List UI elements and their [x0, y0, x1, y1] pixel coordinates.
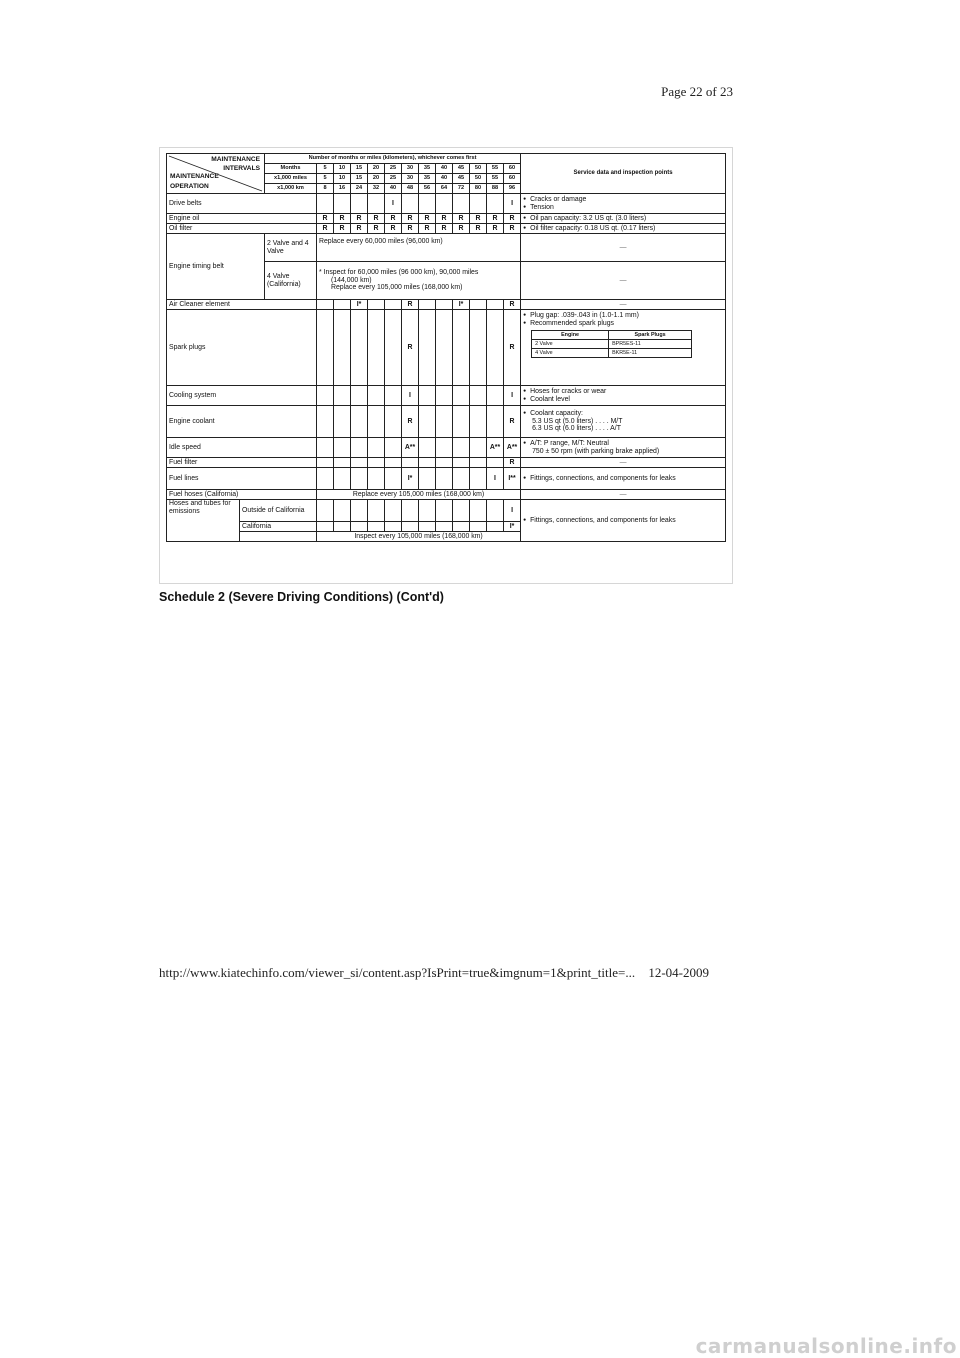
- operation-air-cleaner: Air Cleaner element: [167, 300, 317, 310]
- interval-cell: [419, 522, 436, 532]
- service-note: ● Hoses for cracks or wear: [523, 388, 723, 396]
- interval-value: 40: [436, 174, 453, 184]
- interval-cell: R: [453, 214, 470, 224]
- coolant-line: 6.3 US qt (6.0 liters) . . . . A/T: [532, 425, 621, 433]
- interval-value: 72: [453, 184, 470, 194]
- interval-cell: R: [487, 224, 504, 234]
- interval-value: 32: [368, 184, 385, 194]
- interval-cell: [334, 386, 351, 406]
- interval-cell: [317, 300, 334, 310]
- interval-cell: R: [402, 300, 419, 310]
- interval-value: 40: [385, 184, 402, 194]
- interval-cell: R: [504, 224, 521, 234]
- interval-cell: [402, 522, 419, 532]
- emission-sub-outside-ca: Outside of California: [240, 500, 317, 522]
- interval-cell: [317, 386, 334, 406]
- service-note-cell: [521, 310, 726, 386]
- interval-cell: [419, 386, 436, 406]
- interval-value: 30: [402, 174, 419, 184]
- interval-cell: [385, 500, 402, 522]
- interval-cell: [436, 386, 453, 406]
- interval-cell: R: [334, 224, 351, 234]
- interval-cell: [317, 458, 334, 468]
- interval-value: 8: [317, 184, 334, 194]
- interval-cell: [385, 310, 402, 386]
- interval-cell: [351, 386, 368, 406]
- interval-cell: [487, 500, 504, 522]
- interval-cell: [368, 500, 385, 522]
- interval-value: 45: [453, 164, 470, 174]
- interval-cell: [436, 310, 453, 386]
- service-note: ● Coolant capacity:: [523, 410, 723, 418]
- service-note: ● Oil pan capacity: 3.2 US qt. (3.0 liters): [523, 215, 723, 223]
- interval-cell: R: [470, 224, 487, 234]
- interval-value: 60: [504, 174, 521, 184]
- interval-cell: [334, 500, 351, 522]
- corner-label-maintenance: MAINTENANCE: [211, 156, 260, 163]
- interval-cell: [368, 310, 385, 386]
- service-note: ● Cracks or damage: [523, 196, 723, 204]
- interval-cell: I: [504, 500, 521, 522]
- schedule-caption: Schedule 2 (Severe Driving Conditions) (Cont'd): [159, 590, 444, 604]
- interval-cell: R: [419, 214, 436, 224]
- service-note: ● Coolant level: [523, 396, 723, 404]
- interval-value: 96: [504, 184, 521, 194]
- interval-cell: R: [504, 214, 521, 224]
- interval-cell: [385, 300, 402, 310]
- interval-cell: [470, 386, 487, 406]
- interval-value: 40: [436, 164, 453, 174]
- interval-cell: [368, 458, 385, 468]
- interval-value: 48: [402, 184, 419, 194]
- service-note: ● A/T: P range, M/T: Neutral: [523, 440, 723, 448]
- interval-cell: [368, 468, 385, 490]
- interval-cell: [368, 522, 385, 532]
- corner-label-maintenance-2: MAINTENANCE: [170, 173, 219, 181]
- interval-value: 5: [317, 174, 334, 184]
- interval-cell: [487, 300, 504, 310]
- interval-cell: R: [402, 406, 419, 438]
- interval-cell: [334, 194, 351, 214]
- interval-value: 50: [470, 164, 487, 174]
- interval-cell: [334, 522, 351, 532]
- interval-cell: R: [402, 310, 419, 386]
- maintenance-schedule-image: [159, 147, 733, 584]
- interval-cell: [351, 500, 368, 522]
- interval-cell: [317, 310, 334, 386]
- interval-cell: A**: [487, 438, 504, 458]
- interval-cell: [419, 468, 436, 490]
- interval-cell: [470, 522, 487, 532]
- service-note-cell: [521, 468, 726, 490]
- interval-cell: A**: [504, 438, 521, 458]
- interval-cell: R: [368, 224, 385, 234]
- interval-cell: [402, 500, 419, 522]
- interval-cell: [385, 458, 402, 468]
- page-number: Page 22 of 23: [661, 84, 733, 99]
- interval-value: 25: [385, 174, 402, 184]
- maintenance-schedule-table: [166, 153, 726, 542]
- interval-cell: [351, 522, 368, 532]
- interval-cell: [334, 300, 351, 310]
- emission-inspect: Inspect every 105,000 miles (168,000 km): [317, 532, 521, 542]
- interval-cell: R: [504, 458, 521, 468]
- interval-row-label: x1,000 km: [265, 184, 317, 194]
- interval-value: 55: [487, 174, 504, 184]
- spark-plug-table: [531, 330, 692, 358]
- interval-cell: [351, 458, 368, 468]
- interval-cell: A**: [402, 438, 419, 458]
- table-corner-header: [167, 154, 265, 194]
- interval-cell: [317, 406, 334, 438]
- operation-drive-belts: Drive belts: [167, 194, 317, 214]
- interval-cell: [419, 310, 436, 386]
- interval-heading: Number of months or miles (kilometers), whichever comes first: [265, 154, 521, 164]
- interval-cell: [368, 194, 385, 214]
- interval-cell: R: [436, 214, 453, 224]
- service-note-cell: [521, 194, 726, 214]
- interval-cell: R: [419, 224, 436, 234]
- interval-row-label: x1,000 miles: [265, 174, 317, 184]
- interval-cell: [470, 458, 487, 468]
- interval-cell: R: [453, 224, 470, 234]
- interval-cell: [368, 438, 385, 458]
- interval-cell: R: [436, 224, 453, 234]
- table-row: [167, 300, 726, 310]
- service-note-cell: [521, 500, 726, 542]
- service-note-cell: [521, 214, 726, 224]
- interval-cell: I*: [504, 522, 521, 532]
- interval-cell: [368, 406, 385, 438]
- interval-cell: [419, 406, 436, 438]
- interval-cell: I*: [453, 300, 470, 310]
- table-row: [167, 224, 726, 234]
- interval-value: 55: [487, 164, 504, 174]
- interval-cell: [470, 406, 487, 438]
- interval-cell: [453, 386, 470, 406]
- interval-value: 64: [436, 184, 453, 194]
- interval-value: 60: [504, 164, 521, 174]
- interval-cell: R: [402, 214, 419, 224]
- interval-value: 35: [419, 164, 436, 174]
- interval-cell: [351, 194, 368, 214]
- operation-oil-filter: Oil filter: [167, 224, 317, 234]
- operation-cooling-system: Cooling system: [167, 386, 317, 406]
- plug-table-engine: 2 Valve: [532, 339, 609, 348]
- service-note: ● Fittings, connections, and components for leaks: [523, 475, 723, 483]
- interval-cell: [385, 468, 402, 490]
- interval-cell: R: [351, 214, 368, 224]
- service-note: ● Fittings, connections, and components for leaks: [523, 517, 723, 525]
- timing-belt-sub-1: 2 Valve and 4 Valve: [265, 234, 317, 262]
- interval-row-label: Months: [265, 164, 317, 174]
- interval-cell: [470, 468, 487, 490]
- timing-belt-inspect-line: (144,000 km): [331, 276, 372, 284]
- interval-cell: [453, 522, 470, 532]
- interval-cell: [487, 522, 504, 532]
- timing-belt-inspect-line: * Inspect for 60,000 miles (96 000 km), 90,000 miles: [319, 268, 479, 276]
- interval-cell: [436, 468, 453, 490]
- interval-cell: [334, 406, 351, 438]
- interval-cell: [453, 438, 470, 458]
- interval-cell: [351, 438, 368, 458]
- service-note-cell: [521, 406, 726, 438]
- interval-cell: [351, 406, 368, 438]
- interval-cell: [487, 386, 504, 406]
- interval-cell: [487, 194, 504, 214]
- interval-value: 56: [419, 184, 436, 194]
- coolant-line: 5.3 US qt (5.0 liters) . . . . M/T: [532, 417, 623, 425]
- table-cell: [240, 532, 317, 542]
- table-row: [167, 490, 726, 500]
- operation-fuel-filter: Fuel filter: [167, 458, 317, 468]
- interval-cell: [487, 406, 504, 438]
- table-row: [167, 194, 726, 214]
- interval-value: 80: [470, 184, 487, 194]
- interval-value: 5: [317, 164, 334, 174]
- service-note-cell: [521, 438, 726, 458]
- interval-cell: [470, 310, 487, 386]
- operation-idle-speed: Idle speed: [167, 438, 317, 458]
- table-row: [167, 214, 726, 224]
- interval-cell: [334, 310, 351, 386]
- interval-value: 24: [351, 184, 368, 194]
- interval-value: 15: [351, 164, 368, 174]
- interval-cell: R: [351, 224, 368, 234]
- interval-cell: [402, 194, 419, 214]
- interval-cell: [453, 406, 470, 438]
- service-note-cell: [521, 386, 726, 406]
- dash: —: [521, 234, 726, 262]
- table-row: [167, 458, 726, 468]
- interval-cell: [317, 438, 334, 458]
- interval-cell: [436, 522, 453, 532]
- interval-cell: R: [504, 310, 521, 386]
- operation-emission-hoses: Hoses and tubes for emissions: [167, 500, 240, 542]
- interval-cell: R: [504, 406, 521, 438]
- interval-cell: [419, 500, 436, 522]
- service-note-cell: [521, 224, 726, 234]
- interval-cell: I: [504, 194, 521, 214]
- interval-value: 45: [453, 174, 470, 184]
- interval-cell: R: [402, 224, 419, 234]
- interval-cell: R: [385, 214, 402, 224]
- service-note: ● Tension: [523, 204, 723, 212]
- interval-cell: [453, 458, 470, 468]
- site-watermark: carmanualsonline.info: [695, 1334, 957, 1358]
- interval-value: 30: [402, 164, 419, 174]
- interval-cell: I*: [351, 300, 368, 310]
- interval-value: 16: [334, 184, 351, 194]
- interval-value: 88: [487, 184, 504, 194]
- interval-cell: [453, 310, 470, 386]
- footer-date: 12-04-2009: [648, 965, 709, 980]
- interval-cell: [470, 438, 487, 458]
- interval-cell: [436, 406, 453, 438]
- plug-table-head: Spark Plugs: [609, 330, 692, 339]
- table-row: [167, 234, 726, 262]
- interval-cell: R: [385, 224, 402, 234]
- dash: —: [521, 262, 726, 300]
- service-note: ● Plug gap: .039-.043 in (1.0-1.1 mm): [523, 312, 723, 320]
- interval-cell: [334, 438, 351, 458]
- interval-value: 50: [470, 174, 487, 184]
- table-row: [167, 406, 726, 438]
- interval-value: 20: [368, 174, 385, 184]
- interval-cell: [334, 468, 351, 490]
- interval-cell: [453, 468, 470, 490]
- timing-belt-inspect: [317, 262, 521, 300]
- operation-fuel-hoses-ca: Fuel hoses (California): [167, 490, 317, 500]
- footer-url: http://www.kiatechinfo.com/viewer_si/content.asp?IsPrint=true&imgnum=1&print_title=...: [159, 965, 636, 980]
- plug-table-plug: BPR5ES-11: [609, 339, 692, 348]
- interval-cell: [436, 438, 453, 458]
- emission-sub-ca: California: [240, 522, 317, 532]
- page-footer: [159, 965, 709, 981]
- interval-cell: I: [504, 386, 521, 406]
- interval-cell: I: [402, 386, 419, 406]
- interval-cell: [317, 522, 334, 532]
- interval-value: 20: [368, 164, 385, 174]
- operation-engine-coolant: Engine coolant: [167, 406, 317, 438]
- corner-label-operation: OPERATION: [170, 183, 209, 191]
- service-note: ● Recommended spark plugs: [523, 320, 723, 328]
- interval-cell: [453, 500, 470, 522]
- plug-table-head: Engine: [532, 330, 609, 339]
- service-note: ● Oil filter capacity: 0.18 US qt. (0.17 liters): [523, 225, 723, 233]
- interval-cell: [419, 194, 436, 214]
- table-row: [167, 468, 726, 490]
- interval-cell: R: [368, 214, 385, 224]
- operation-engine-oil: Engine oil: [167, 214, 317, 224]
- interval-cell: [385, 522, 402, 532]
- interval-cell: I*: [402, 468, 419, 490]
- idle-line: 750 ± 50 rpm (with parking brake applied): [532, 447, 660, 455]
- table-row: [167, 438, 726, 458]
- timing-belt-sub-2: 4 Valve (California): [265, 262, 317, 300]
- operation-spark-plugs: Spark plugs: [167, 310, 317, 386]
- interval-cell: [436, 300, 453, 310]
- interval-cell: [317, 194, 334, 214]
- plug-table-engine: 4 Valve: [532, 348, 609, 357]
- interval-value: 10: [334, 174, 351, 184]
- corner-label-intervals: INTERVALS: [223, 165, 260, 172]
- interval-cell: [470, 500, 487, 522]
- service-heading: [521, 154, 726, 194]
- interval-cell: I**: [504, 468, 521, 490]
- dash: —: [521, 458, 726, 468]
- fuel-hoses-replace: Replace every 105,000 miles (168,000 km): [317, 490, 521, 500]
- interval-cell: [402, 458, 419, 468]
- interval-cell: [436, 458, 453, 468]
- operation-timing-belt: Engine timing belt: [167, 234, 265, 300]
- interval-cell: R: [334, 214, 351, 224]
- interval-cell: [385, 406, 402, 438]
- dash: —: [521, 300, 726, 310]
- interval-cell: [317, 468, 334, 490]
- interval-cell: [419, 300, 436, 310]
- service-heading-text: Service data and inspection points: [573, 170, 673, 177]
- interval-cell: [385, 386, 402, 406]
- interval-cell: R: [470, 214, 487, 224]
- interval-cell: [487, 458, 504, 468]
- interval-cell: I: [487, 468, 504, 490]
- interval-cell: [385, 438, 402, 458]
- interval-cell: [436, 500, 453, 522]
- interval-cell: R: [487, 214, 504, 224]
- table-row: [167, 386, 726, 406]
- interval-cell: [470, 300, 487, 310]
- interval-cell: R: [317, 224, 334, 234]
- plug-table-plug: BKR5E-11: [609, 348, 692, 357]
- interval-cell: [470, 194, 487, 214]
- dash: —: [521, 490, 726, 500]
- interval-cell: [334, 458, 351, 468]
- interval-cell: [368, 300, 385, 310]
- interval-cell: [419, 438, 436, 458]
- interval-cell: [419, 458, 436, 468]
- interval-cell: [453, 194, 470, 214]
- interval-cell: [351, 310, 368, 386]
- interval-value: 15: [351, 174, 368, 184]
- interval-cell: [351, 468, 368, 490]
- timing-belt-replace: Replace every 60,000 miles (96,000 km): [317, 234, 521, 262]
- timing-belt-inspect-line: Replace every 105,000 miles (168,000 km): [331, 284, 463, 292]
- interval-value: 10: [334, 164, 351, 174]
- interval-cell: [487, 310, 504, 386]
- interval-cell: [436, 194, 453, 214]
- table-row: [167, 310, 726, 386]
- interval-cell: R: [504, 300, 521, 310]
- interval-value: 25: [385, 164, 402, 174]
- interval-cell: I: [385, 194, 402, 214]
- interval-cell: [317, 500, 334, 522]
- interval-cell: [368, 386, 385, 406]
- interval-value: 35: [419, 174, 436, 184]
- table-row: [167, 500, 726, 522]
- interval-cell: R: [317, 214, 334, 224]
- operation-fuel-lines: Fuel lines: [167, 468, 317, 490]
